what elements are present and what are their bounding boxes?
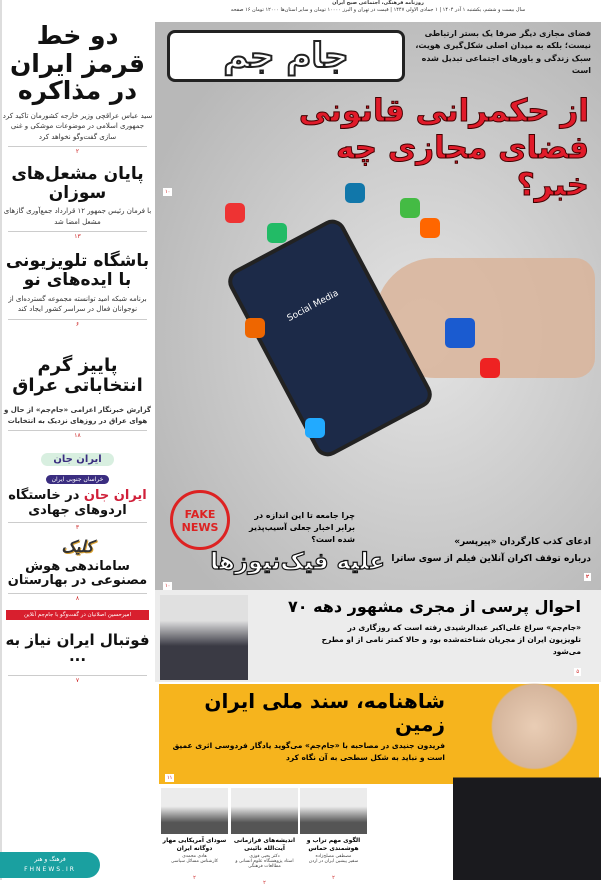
- author-photo: [161, 788, 228, 834]
- story-iraq[interactable]: [2, 356, 153, 440]
- story-tv-club[interactable]: [2, 252, 153, 327]
- jam-e-jam-logo: جام جم: [167, 30, 405, 82]
- play-app-icon: [480, 358, 500, 378]
- opinion-item[interactable]: [161, 788, 228, 880]
- watermark-site: FHNEWS.IR: [24, 866, 76, 873]
- globe-app-icon: [345, 183, 365, 203]
- headline: دو خط قرمز ایران در مذاکره: [9, 21, 146, 105]
- fake-news-kicker: چرا جامعه تا این اندازه در برابر اخبار جعلی آسیب‌پذیر شده است؟: [248, 511, 355, 544]
- signal-app-icon: [400, 198, 420, 218]
- story-iran-jan[interactable]: [2, 447, 153, 531]
- cover-kicker: فضای مجازی دیگر صرفا یک بستر ارتباطی نیست؛ بلکه به میدان اصلی شکل‌گیری هویت، سبک زندگی و باورهای اجتماعی تبدیل شده است: [415, 29, 591, 76]
- iran-jan-logo-sub: خراسان جنوبی ایران: [46, 475, 110, 484]
- opinion-item[interactable]: [231, 788, 298, 886]
- iran-jan-logo: ایران جان: [41, 453, 113, 466]
- headline: فوتبال ایران نیاز به ...: [5, 630, 150, 666]
- opinion-title: اندیشه‌های فرازمانی آیت‌الله نائینی: [233, 837, 296, 853]
- opinion-page-ref: ۲: [193, 874, 196, 881]
- fake-page-ref: ۱۰: [165, 583, 171, 589]
- page-ref: ۷: [8, 675, 147, 684]
- online-banner: امیرحسین اصلانیان در گفت‌وگو با جام‌جم آنلاین: [6, 610, 149, 620]
- interview-summary: «جام‌جم» سراغ علی‌اکبر عبدالرشیدی رفته است که روزگاری در تلویزیون ایران از مجریان شناخته‌شده بود و حالا کمتر نامی از او مطرح می‌شود: [321, 623, 581, 656]
- opinion-page-ref: ۲: [263, 879, 266, 886]
- cover-headline[interactable]: از حکمرانی قانونی فضای مجازی چه خبر؟: [298, 93, 589, 204]
- opinion-page-ref: ۲: [332, 874, 335, 881]
- film-story[interactable]: [391, 534, 591, 585]
- junaidi-portrait: [453, 683, 601, 880]
- page-ref: ۸: [8, 593, 147, 602]
- story-ai[interactable]: [2, 537, 153, 602]
- shahnameh-text: [165, 690, 445, 783]
- chat-bubble-icon: [245, 318, 265, 338]
- page-ref: ۲: [8, 146, 147, 155]
- page-ref: ۱۳: [8, 231, 147, 240]
- summary: برنامه شبکه امید توانسته مجموعه گسترده‌ای از نوجوانان فعال در سراسر کشور ایجاد کند: [8, 294, 147, 314]
- fhnews-watermark: [0, 852, 100, 878]
- shahnameh-summary: فریدون جنیدی در مصاحبه با «جام‌جم» می‌گوید یادگار فردوسی اثری عمیق است و نباید به شکل سطحی به آن نگاه کرد: [172, 741, 445, 762]
- chat-app-icon: [225, 203, 245, 223]
- masthead: [155, 0, 601, 22]
- interview-story[interactable]: [155, 590, 601, 682]
- interview-page-ref: ۵: [576, 669, 579, 675]
- headline: ساماندهی هوش مصنوعی در بهارستان: [7, 558, 148, 589]
- film-subheadline: درباره توقف اکران آنلاین فیلم از سوی ساترا: [391, 554, 591, 565]
- left-column: [0, 0, 153, 880]
- headline: پایان مشعل‌های سوزان: [11, 164, 144, 203]
- opinion-title: الگوی مهم تراب و هوشمندی حماس: [306, 837, 361, 853]
- cart-app-icon: [305, 418, 325, 438]
- page-ref: ۶: [8, 319, 147, 328]
- click-logo: کلیک: [61, 536, 94, 556]
- author-photo: [231, 788, 298, 834]
- share-app-icon: [267, 223, 287, 243]
- film-headline: ادعای کذب کارگردان «پیرپسر»: [454, 537, 591, 547]
- page-ref: ۱۸: [8, 430, 147, 439]
- headline: پاییز گرم انتخاباتی عراق: [12, 354, 143, 396]
- headline: در خاستگاه اردوهای جهادی: [8, 488, 127, 518]
- story-red-lines[interactable]: [2, 22, 153, 155]
- opinion-item[interactable]: [300, 788, 367, 880]
- page-ref: ۳: [8, 522, 147, 531]
- cover-page-ref: ۱۰: [165, 189, 171, 195]
- headline-accent: ایران جان: [83, 488, 147, 504]
- shahnameh-headline: شاهنامه، سند ملی ایران زمین: [204, 689, 445, 736]
- cover-photo[interactable]: [155, 22, 601, 590]
- camera-app-icon: [420, 218, 440, 238]
- watermark-name: فرهنگ و هنر: [34, 856, 66, 863]
- opinion-role: سفیر پیشین ایران در اردن: [308, 858, 359, 864]
- masthead-tagline: روزنامه فرهنگی، اجتماعی صبح ایران: [332, 0, 424, 6]
- phone-label: Social Media: [285, 288, 341, 324]
- host-portrait: [160, 595, 248, 680]
- masthead-dateline: سال بیست و ششم، یکشنبه ۱ آذر ۱۴۰۴ | ۱ جمادی الاولی ۱۴۴۷ | قیمت در تهران و البرز ۱۰۰۰۰ تومان و سایر استان‌ها ۱۲۰۰۰ تومان ۱۶ صفحه: [230, 7, 526, 13]
- interview-text: [241, 596, 581, 677]
- interview-headline: احوال پرسی از مجری مشهور دهه ۷۰: [288, 597, 581, 616]
- story-football[interactable]: [2, 610, 153, 684]
- summary: سید عباس عراقچی وزیر خارجه کشورمان تاکید کرد جمهوری اسلامی در موضوعات موشکی و غنی سازی گفت‌وگو نخواهد کرد: [2, 111, 153, 141]
- story-flares[interactable]: [2, 165, 153, 240]
- summary: با فرمان رئیس جمهور ۱۲ قرارداد جمع‌آوری گازهای مشعل امضا شد: [3, 207, 152, 226]
- shahnameh-page-ref: ۱۱: [167, 775, 173, 781]
- author-photo: [300, 788, 367, 834]
- opinion-author: دکتر یحیی فوزی: [249, 853, 280, 859]
- opinion-role: استاد پژوهشگاه علوم انسانی و مطالعات فرهنگی: [235, 858, 294, 869]
- fake-news-headline[interactable]: علیه فیک‌نیوزها: [210, 549, 385, 575]
- opinion-title: سودای آمریکایی مهار دوگانه ایران: [162, 837, 227, 853]
- user-app-icon: [445, 318, 475, 348]
- opinion-role: کارشناس مسائل سیاسی: [170, 858, 219, 864]
- opinion-author: هادی محمدی: [182, 853, 207, 859]
- main-column: [155, 0, 601, 886]
- summary: گزارش خبرنگار اعزامی «جام‌جم» از حال و هوای عراق در روزهای نزدیک به انتخابات: [3, 406, 151, 425]
- fake-news-stamp: FAKE NEWS: [170, 490, 230, 550]
- film-page-ref: ۲: [585, 574, 589, 581]
- opinion-author: مصطفی مصلح‌زاده: [315, 853, 352, 859]
- headline: باشگاه تلویزیونی با ایده‌های نو: [5, 251, 150, 291]
